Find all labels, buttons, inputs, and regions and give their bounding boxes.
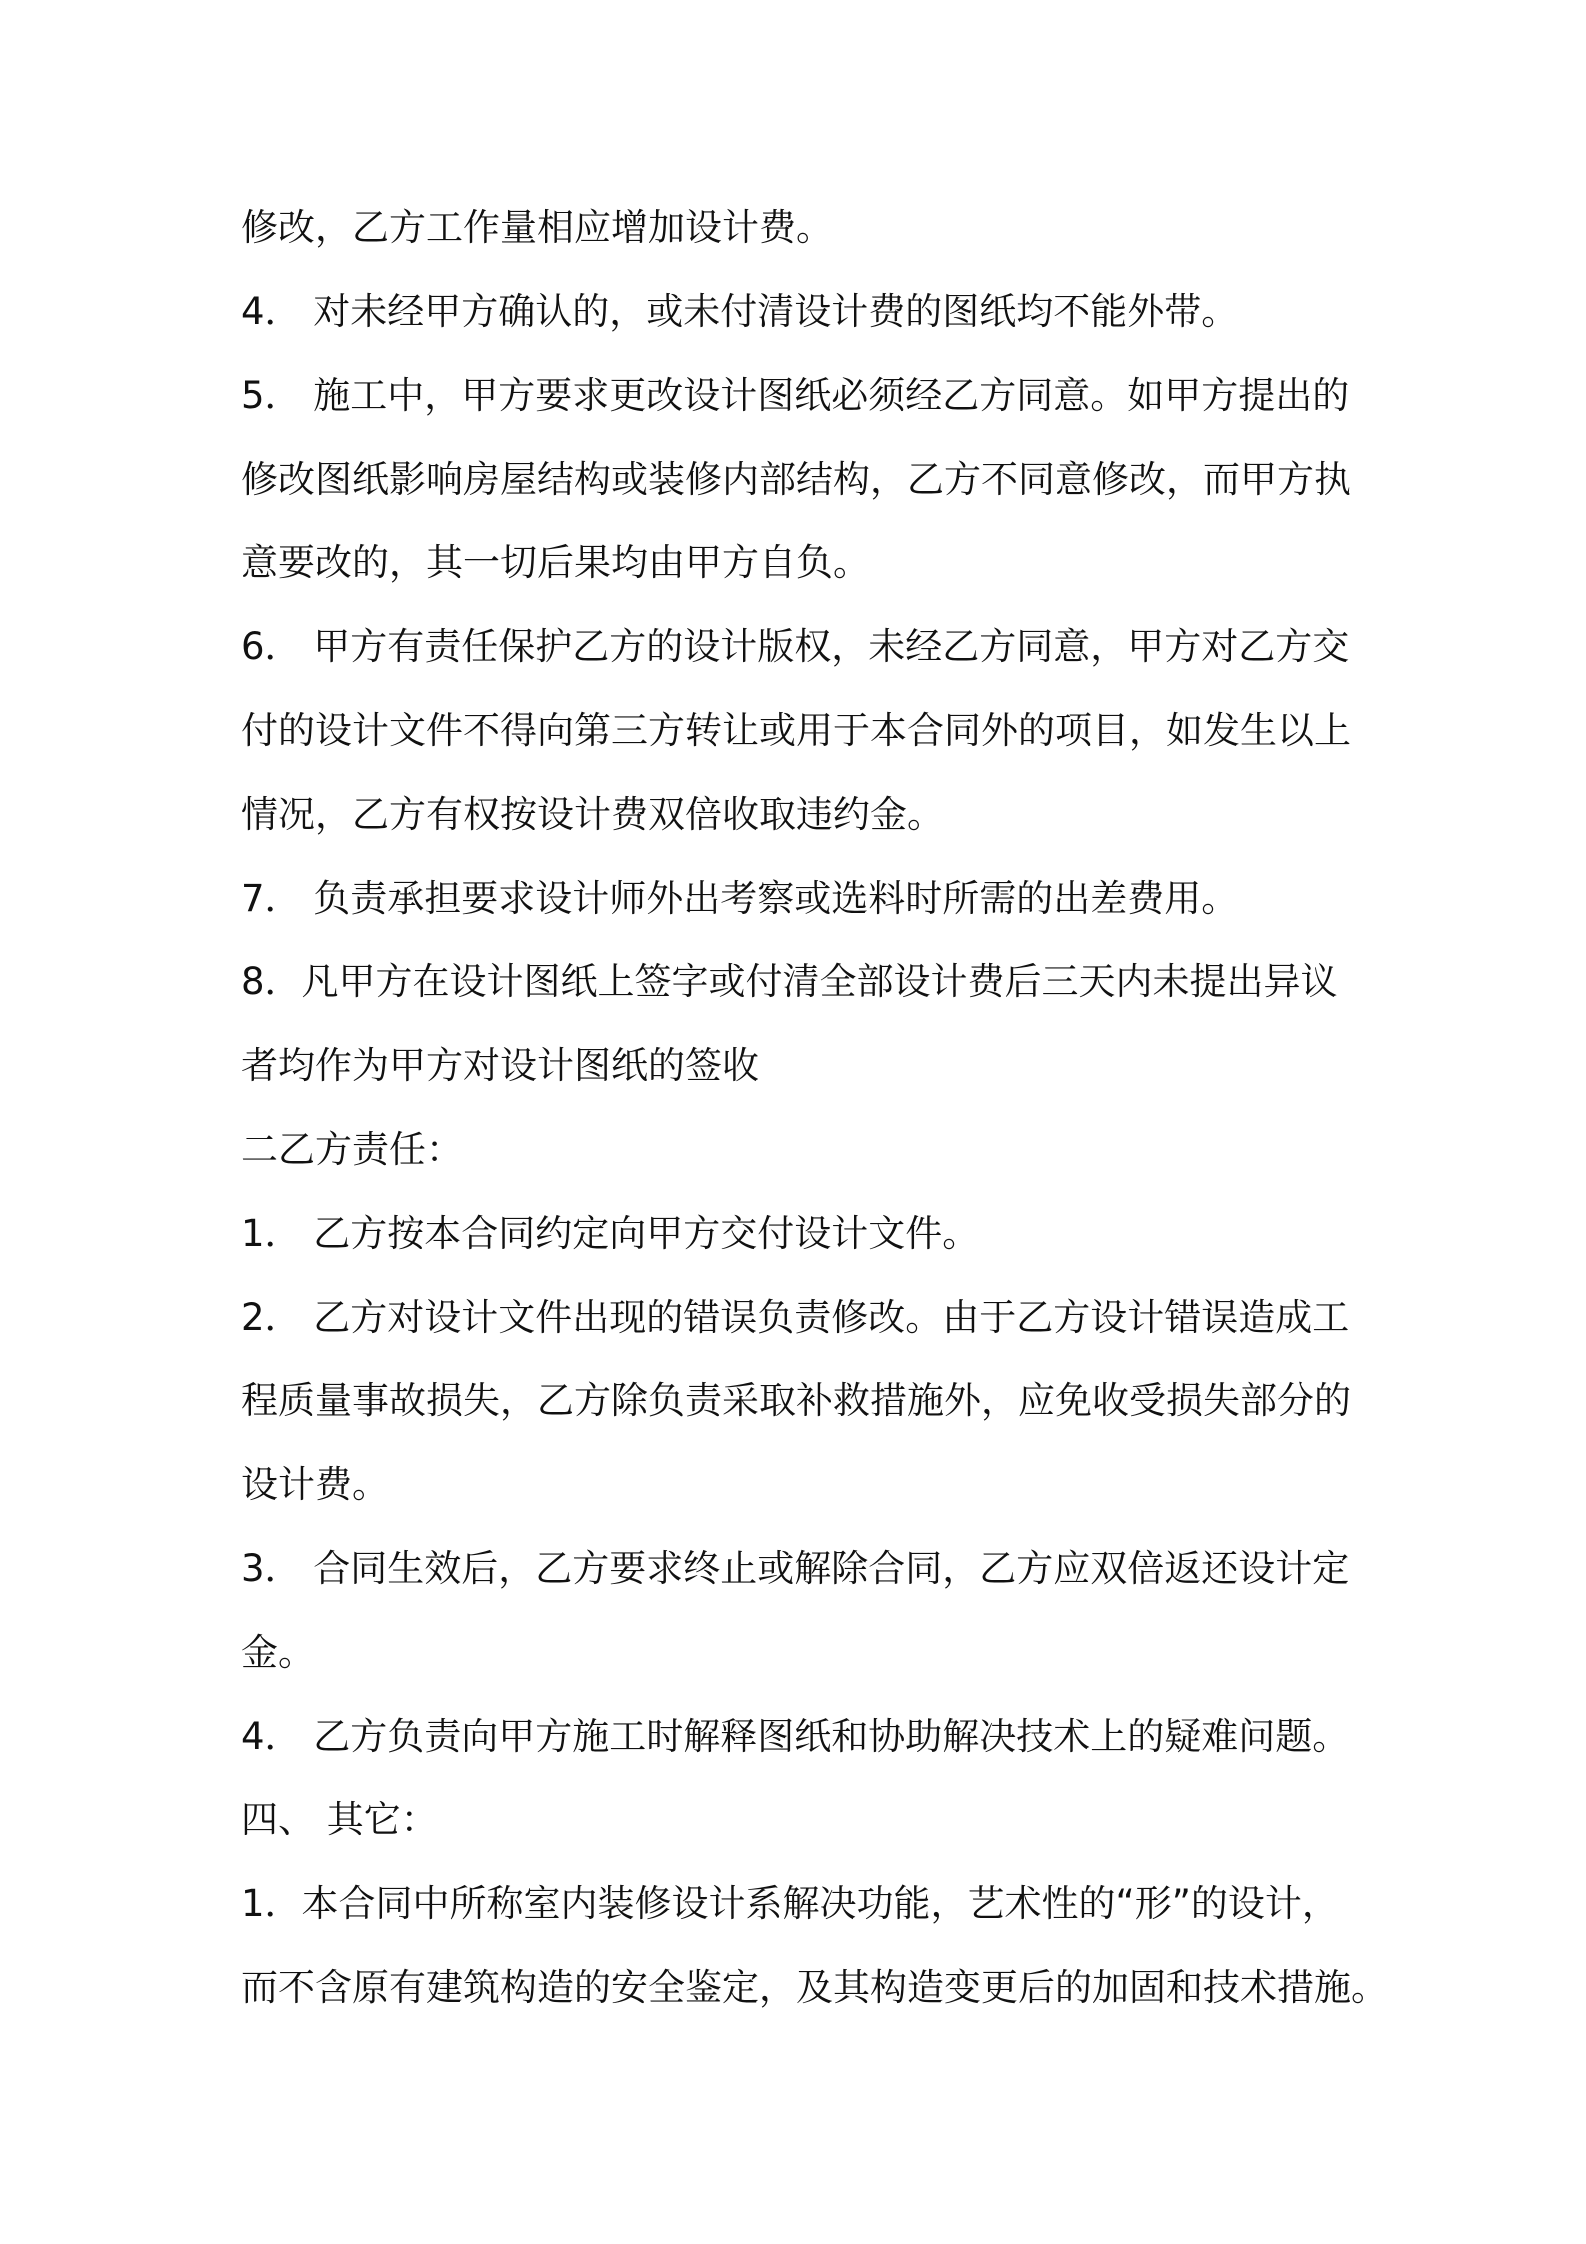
text-line: 7． 负责承担要求设计师外出考察或选料时所需的出差费用。 [241, 877, 1239, 920]
text-line: 2． 乙方对设计文件出现的错误负责修改。由于乙方设计错误造成工 [241, 1296, 1350, 1339]
text-line: 程质量事故损失，乙方除负责采取补救措施外，应免收受损失部分的 [241, 1379, 1351, 1422]
text-line: 而不含原有建筑构造的安全鉴定，及其构造变更后的加固和技术措施。 [241, 1966, 1388, 2009]
text-line: 4． 对未经甲方确认的，或未付清设计费的图纸均不能外带。 [241, 290, 1239, 333]
text-line: 修改图纸影响房屋结构或装修内部结构，乙方不同意修改，而甲方执 [241, 458, 1351, 501]
text-line: 设计费。 [241, 1463, 389, 1506]
text-line: 4． 乙方负责向甲方施工时解释图纸和协助解决技术上的疑难问题。 [241, 1715, 1350, 1758]
text-line: 付的设计文件不得向第三方转让或用于本合同外的项目，如发生以上 [241, 709, 1351, 752]
text-line: 情况，乙方有权按设计费双倍收取违约金。 [241, 793, 944, 836]
text-line: 8．凡甲方在设计图纸上签字或付清全部设计费后三天内未提出异议 [241, 960, 1338, 1003]
text-line: 5． 施工中，甲方要求更改设计图纸必须经乙方同意。如甲方提出的 [241, 374, 1350, 417]
section-heading: 二乙方责任： [241, 1128, 463, 1171]
text-line: 1．本合同中所称室内装修设计系解决功能，艺术性的“形”的设计， [241, 1882, 1339, 1925]
text-line: 者均作为甲方对设计图纸的签收 [241, 1044, 759, 1087]
text-line: 3． 合同生效后，乙方要求终止或解除合同，乙方应双倍返还设计定 [241, 1547, 1350, 1590]
text-line: 1． 乙方按本合同约定向甲方交付设计文件。 [241, 1212, 980, 1255]
text-line: 意要改的，其一切后果均由甲方自负。 [241, 541, 870, 584]
text-line: 修改，乙方工作量相应增加设计费。 [241, 206, 833, 249]
section-heading: 四、 其它： [241, 1798, 438, 1841]
text-line: 6． 甲方有责任保护乙方的设计版权，未经乙方同意，甲方对乙方交 [241, 625, 1350, 668]
text-line: 金。 [241, 1631, 315, 1674]
